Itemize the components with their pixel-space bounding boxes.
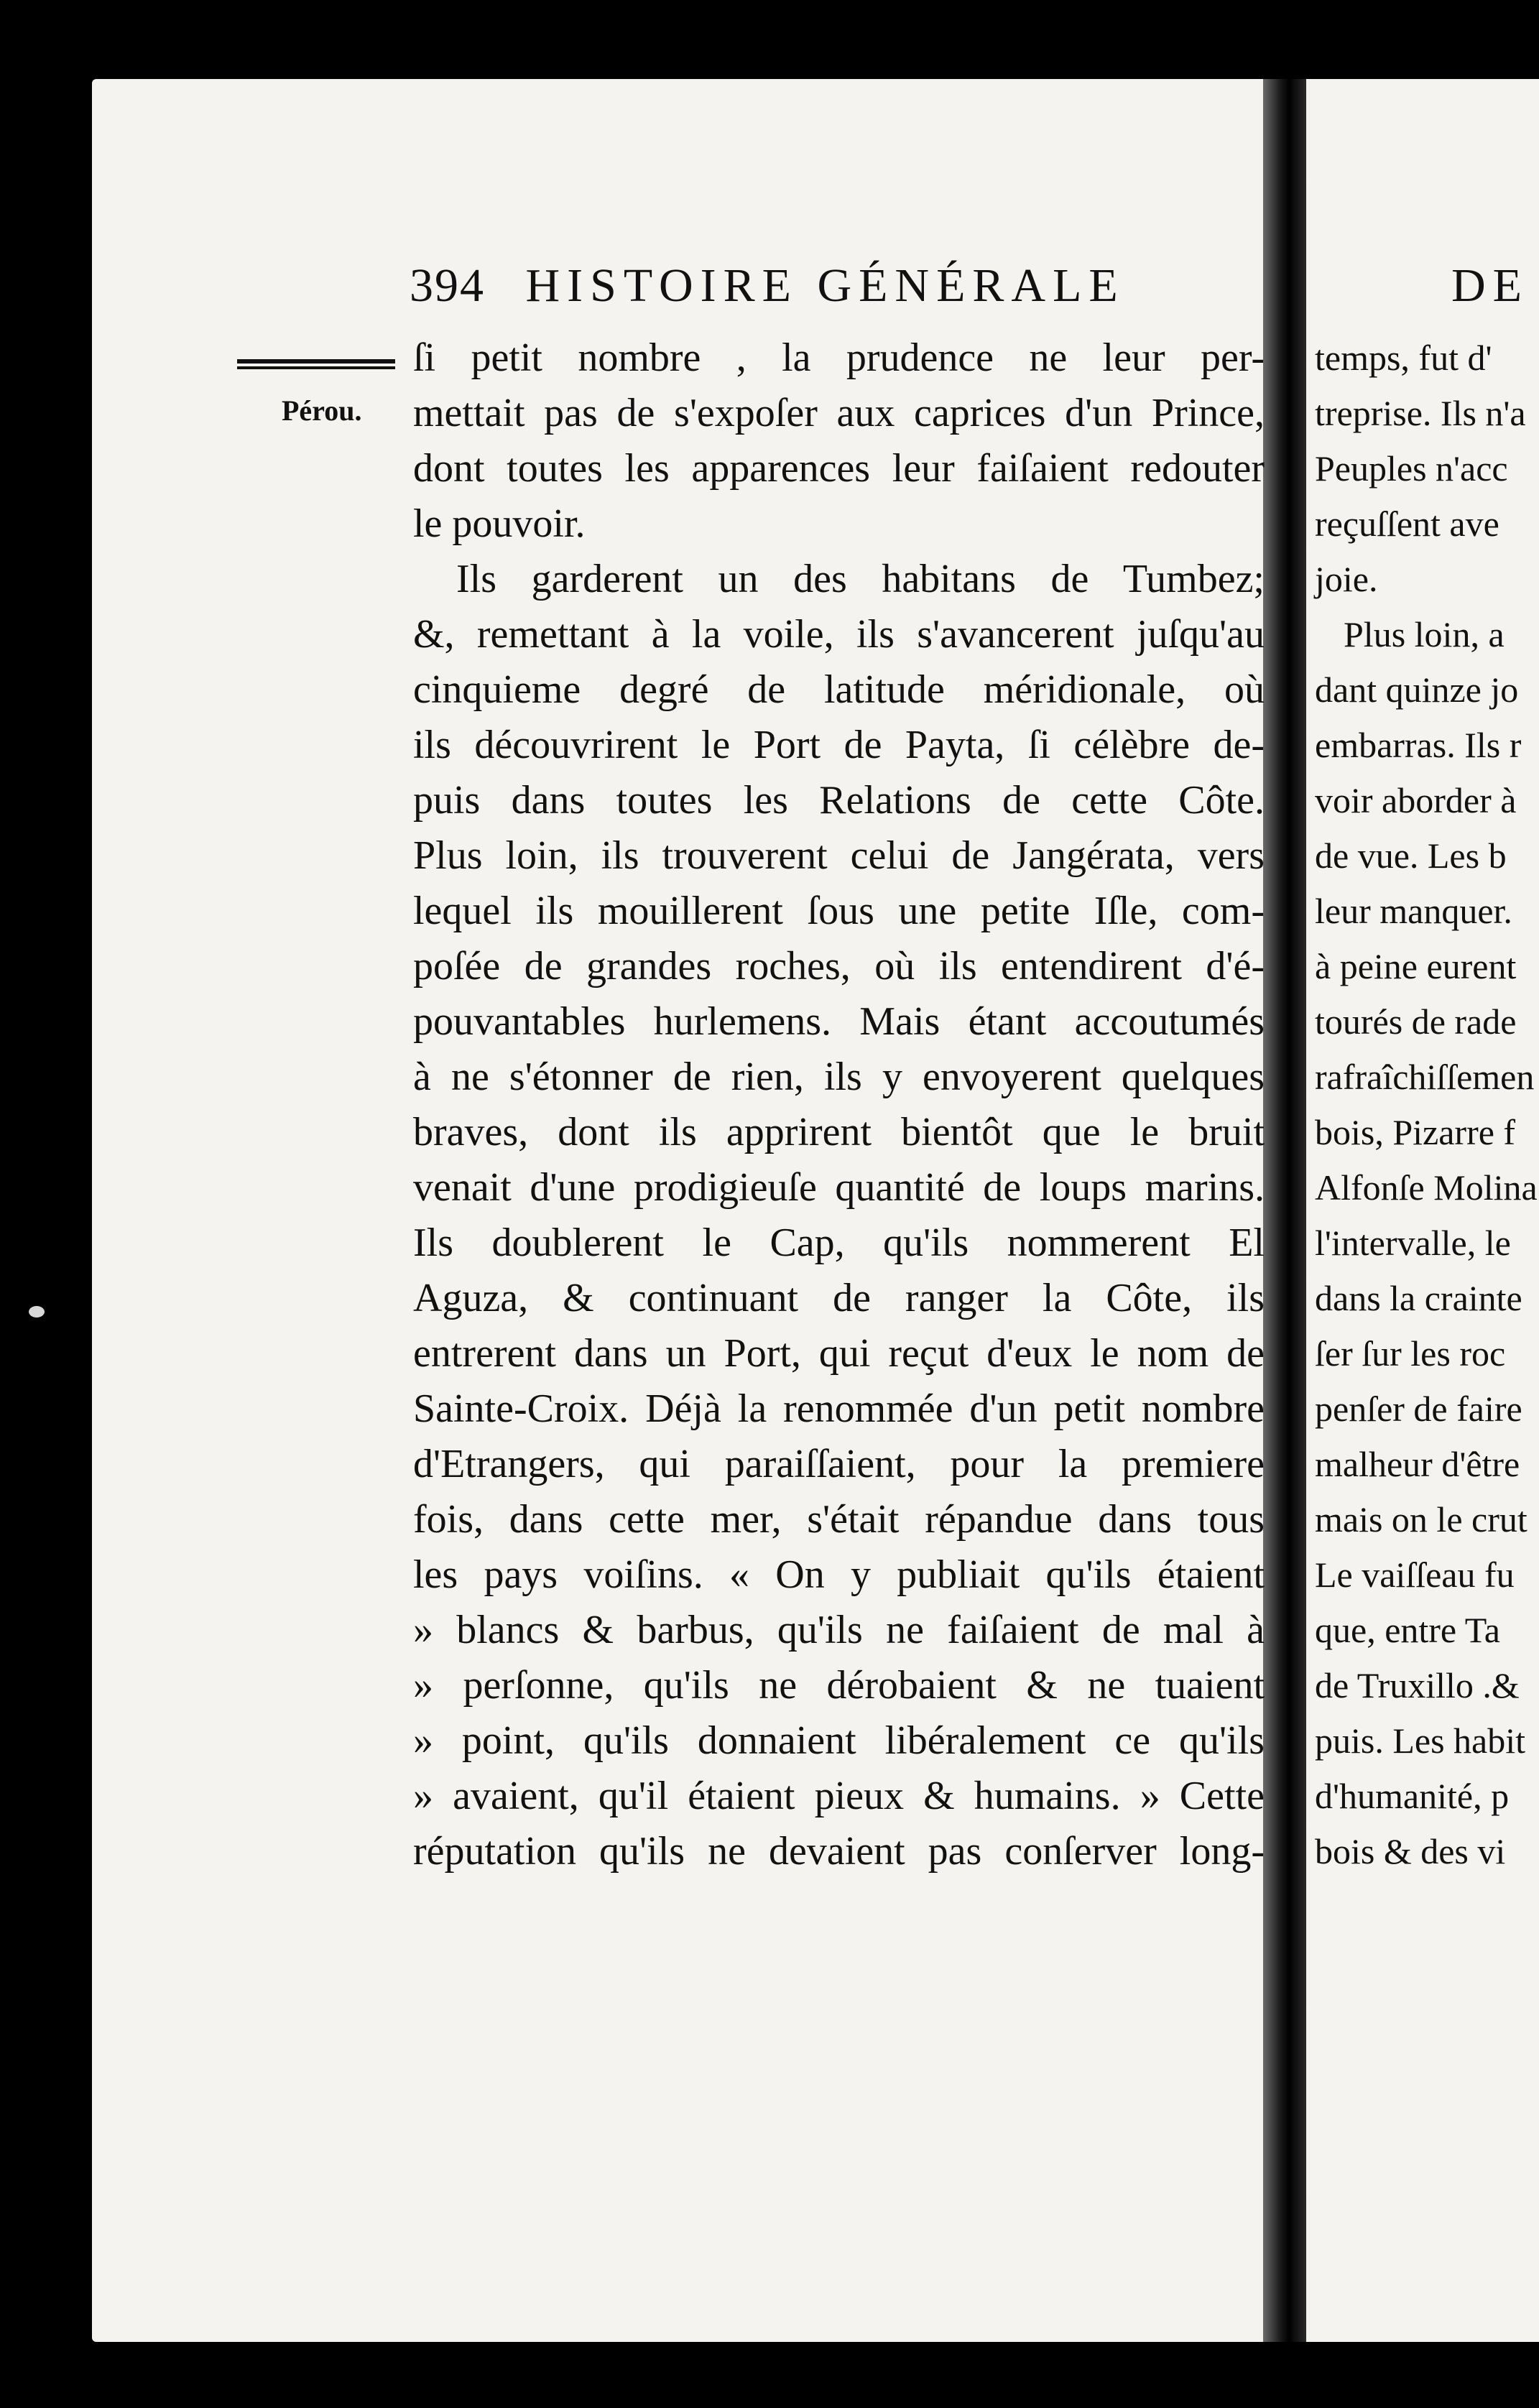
text-line: joie. [1315,559,1378,599]
text-line: ils découvrirent le Port de Payta, ſi célèbre de- [413,723,1265,767]
text-line: puis. Les habit [1315,1721,1526,1761]
text-line: les pays voiſins. « On y publiait qu'ils étaient [413,1552,1265,1597]
text-line: rafraîchiſſemen [1315,1057,1535,1097]
text-line: entrerent dans un Port, qui reçut d'eux le nom de [413,1331,1265,1376]
right-running-title: DE [1451,259,1529,312]
right-body-text [1315,330,1539,1879]
text-line: l'intervalle, le [1315,1223,1511,1263]
text-line: » blancs & barbus, qu'ils ne faiſaient de mal à [413,1608,1265,1652]
text-line: de vue. Les b [1315,835,1507,876]
book-gutter [1263,79,1306,2342]
text-line: dans la crainte [1315,1278,1522,1318]
text-line: ſi petit nombre , la prudence ne leur per- [413,335,1265,380]
text-line: ſer ſur les roc [1315,1333,1506,1374]
text-line: bois & des vi [1315,1831,1506,1871]
margin-rule [237,359,395,369]
text-line: temps, fut d' [1315,338,1492,378]
scan-speck [29,1306,45,1318]
page-number: 394 [410,259,485,312]
text-line: pouvantables hurlemens. Mais étant accoutumés [413,999,1265,1044]
text-line: Ils garderent un des habitans de Tumbez; [456,557,1265,601]
text-line: Peuples n'acc [1315,448,1508,488]
text-line: lequel ils mouillerent ſous une petite Iſle, com- [413,889,1265,933]
text-line: dont toutes les apparences leur faiſaient redouter [413,446,1265,491]
text-line: Plus loin, a [1344,614,1505,654]
text-line: » point, qu'ils donnaient libéralement ce qu'ils [413,1718,1265,1763]
text-line: mettait pas de s'expoſer aux caprices d'un Prince, [413,391,1265,435]
text-line: Aguza, & continuant de ranger la Côte, ils [413,1276,1265,1320]
text-line: reçuſſent ave [1315,504,1499,544]
text-line: à ne s'étonner de rien, ils y envoyerent quelques [413,1055,1265,1099]
text-line: » perſonne, qu'ils ne dérobaient & ne tuaient [413,1663,1265,1708]
text-line: le pouvoir. [413,501,586,546]
text-line: &, remettant à la voile, ils s'avancerent juſqu'au [413,612,1265,657]
text-line: embarras. Ils r [1315,725,1522,765]
margin-note: Pérou. [282,394,362,427]
running-title: HISTOIRE GÉNÉRALE [525,259,1125,312]
text-line: » avaient, qu'il étaient pieux & humains. » Cette [413,1774,1265,1818]
text-line: leur manquer. [1315,891,1512,931]
text-line: voir aborder à [1315,780,1517,820]
text-line: venait d'une prodigieuſe quantité de loups marins. [413,1165,1265,1210]
text-line: à peine eurent [1315,946,1517,986]
text-line: Ils doublerent le Cap, qu'ils nommerent El [413,1221,1265,1265]
text-line: bois, Pizarre f [1315,1112,1516,1152]
text-line: malheur d'être [1315,1444,1520,1484]
text-line: Alfonſe Molina [1315,1167,1538,1208]
page-header [410,259,1272,316]
text-line: que, entre Ta [1315,1610,1500,1650]
text-line: Le vaiſſeau fu [1315,1555,1515,1595]
text-line: treprise. Ils n'a [1315,393,1526,433]
text-line: cinquieme degré de latitude méridionale, où [413,667,1265,712]
text-line: tourés de rade [1315,1001,1517,1042]
text-line: de Truxillo .& [1315,1665,1520,1705]
text-line: mais on le crut [1315,1499,1528,1539]
text-line: penſer de faire [1315,1389,1522,1429]
text-line: d'Etrangers, qui paraiſſaient, pour la premiere [413,1442,1265,1486]
left-body-text [413,330,1265,1879]
text-line: puis dans toutes les Relations de cette Côte. [413,778,1265,823]
text-line: réputation qu'ils ne devaient pas conſerver long- [413,1829,1265,1874]
text-line: fois, dans cette mer, s'était répandue dans tous [413,1497,1265,1542]
text-line: Plus loin, ils trouverent celui de Jangérata, vers [413,833,1265,878]
text-line: poſée de grandes roches, où ils entendirent d'é- [413,944,1265,988]
text-line: braves, dont ils apprirent bientôt que le bruit [413,1110,1265,1154]
text-line: Sainte-Croix. Déjà la renommée d'un petit nombre [413,1386,1265,1431]
text-line: d'humanité, p [1315,1776,1510,1816]
text-line: dant quinze jo [1315,670,1519,710]
